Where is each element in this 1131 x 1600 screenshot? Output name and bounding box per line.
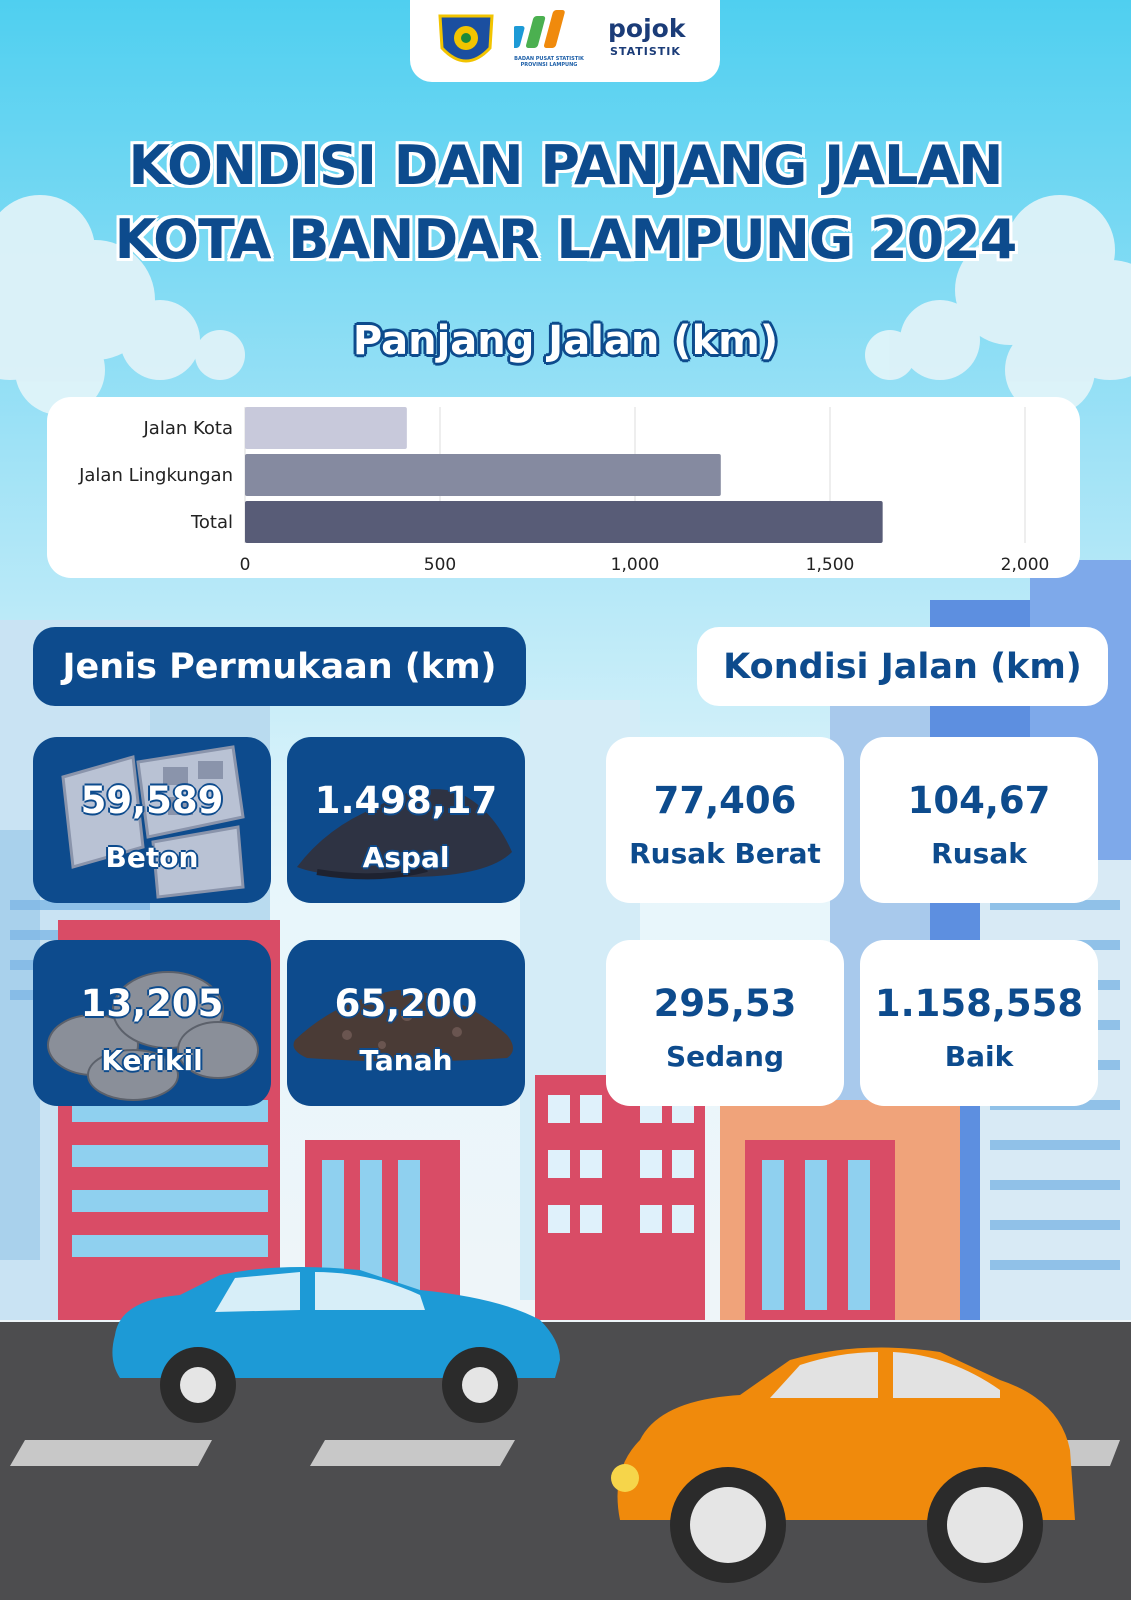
bps-logo-caption: BADAN PUSAT STATISTIK PROVINSI LAMPUNG	[514, 56, 584, 68]
surface-heading: Jenis Permukaan (km)	[33, 627, 526, 706]
rusak-label: Rusak	[931, 837, 1027, 870]
university-seal-icon	[434, 12, 498, 72]
sedang-value: 295,53	[653, 982, 797, 1025]
tanah-value: 65,200	[334, 982, 478, 1025]
bar	[245, 407, 407, 449]
condition-card-rusak	[860, 737, 1098, 903]
rusak-value: 104,67	[907, 779, 1051, 822]
category-label: Total	[190, 512, 233, 533]
surface-card-tanah	[287, 940, 525, 1106]
surface-card-aspal	[287, 737, 525, 903]
baik-label: Baik	[944, 1040, 1014, 1073]
beton-label: Beton	[105, 841, 199, 874]
logo-bar	[410, 0, 720, 82]
kerikil-value: 13,205	[80, 982, 224, 1025]
x-tick-label: 500	[423, 555, 457, 575]
chart-title: Panjang Jalan (km)	[352, 318, 779, 364]
statistik-logo-word: STATISTIK	[610, 45, 681, 58]
sedang-label: Sedang	[665, 1040, 785, 1073]
title-line-1: KONDISI DAN PANJANG JALAN	[128, 134, 1003, 197]
pojok-logo-word: pojok	[608, 14, 686, 43]
bar	[245, 454, 721, 496]
category-label: Jalan Kota	[143, 418, 233, 439]
kerikil-label: Kerikil	[101, 1044, 203, 1077]
bar-chart	[47, 397, 1080, 578]
rusak-berat-label: Rusak Berat	[629, 837, 821, 870]
surface-card-kerikil	[33, 940, 271, 1106]
condition-heading: Kondisi Jalan (km)	[697, 627, 1108, 706]
title-line-2: KOTA BANDAR LAMPUNG 2024	[114, 208, 1017, 271]
bps-logo-icon	[514, 8, 584, 56]
x-tick-label: 1,000	[610, 555, 660, 575]
x-tick-label: 2,000	[1000, 555, 1050, 575]
chart-card	[47, 397, 1080, 578]
condition-card-rusak-berat	[606, 737, 844, 903]
condition-card-baik	[860, 940, 1098, 1106]
condition-card-sedang	[606, 940, 844, 1106]
category-label: Jalan Lingkungan	[79, 465, 233, 486]
aspal-label: Aspal	[362, 841, 450, 874]
x-tick-label: 1,500	[805, 555, 855, 575]
baik-value: 1.158,558	[874, 982, 1084, 1025]
rusak-berat-value: 77,406	[653, 779, 797, 822]
surface-card-beton	[33, 737, 271, 903]
bar	[245, 501, 883, 543]
aspal-value: 1.498,17	[314, 779, 498, 822]
beton-value: 59,589	[80, 779, 224, 822]
tanah-label: Tanah	[359, 1044, 453, 1077]
x-tick-label: 0	[239, 555, 251, 575]
